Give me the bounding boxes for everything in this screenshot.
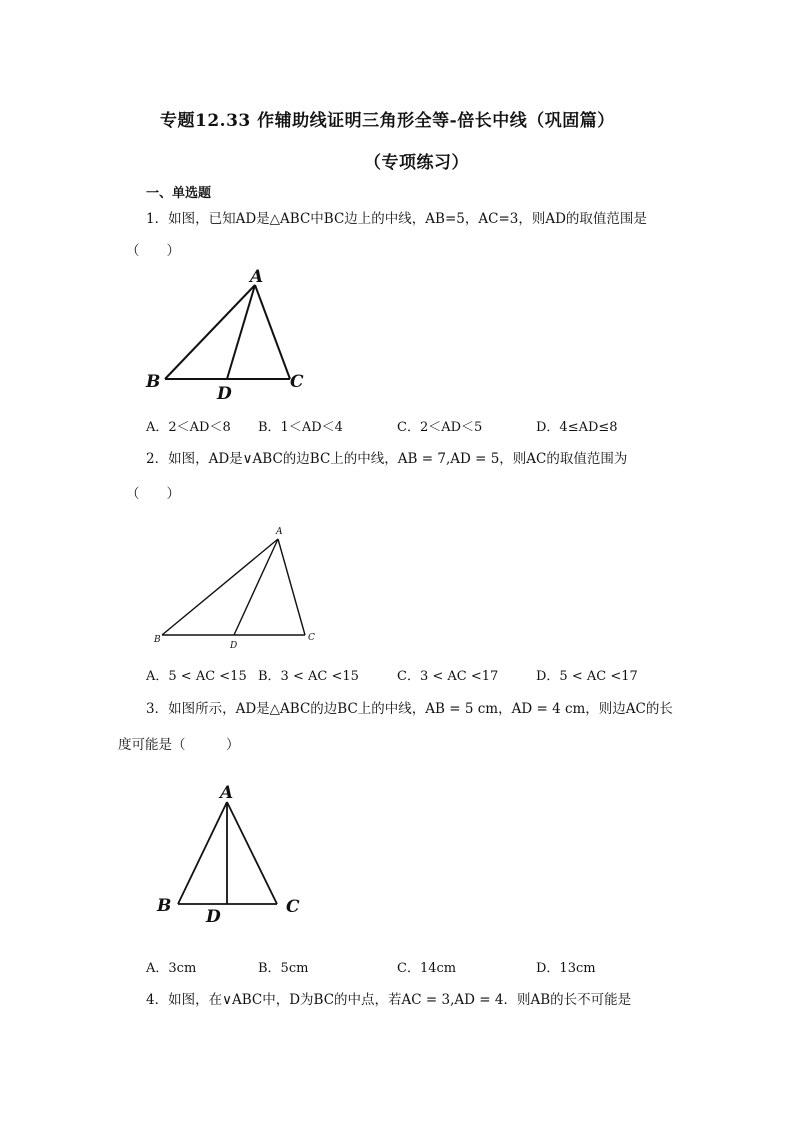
question-4-text: 4．如图，在∨ABC中，D为BC的中点，若AC = 3,AD = 4．则AB的长不可能是 (146, 992, 632, 1008)
fig2-side-ab (162, 539, 278, 635)
page-subtitle: （专项练习） (364, 153, 469, 173)
question-3-option-d[interactable]: D．13cm (536, 961, 596, 976)
fig3-label-a: A (220, 783, 234, 803)
fig1-label-d: D (217, 384, 232, 404)
question-1-figure (140, 262, 320, 407)
fig3-label-b: B (157, 896, 172, 916)
question-3-option-a[interactable]: A．3cm (146, 961, 197, 976)
question-2-option-d[interactable]: D．5 < AC <17 (536, 669, 638, 684)
section-heading: 一、单选题 (146, 186, 212, 201)
question-2-figure (150, 522, 330, 652)
fig3-label-c: C (286, 897, 300, 917)
question-1-option-b[interactable]: B．1＜AD＜4 (258, 420, 343, 435)
fig3-side-ab (178, 802, 227, 904)
question-2-option-c[interactable]: C．3 < AC <17 (397, 669, 499, 684)
page-title: 专题12.33 作辅助线证明三角形全等-倍长中线（巩固篇） (160, 111, 615, 131)
question-3-bracket: 度可能是（ ） (118, 737, 240, 753)
fig2-label-d: D (230, 641, 238, 651)
question-1-bracket: （ ） (126, 243, 180, 259)
question-3-text: 3．如图所示，AD是△ABC的边BC上的中线，AB = 5 cm，AD = 4 cm，则边AC的长 (146, 701, 673, 717)
question-1-option-a[interactable]: A．2＜AD＜8 (146, 420, 231, 435)
fig2-label-b: B (154, 635, 161, 645)
question-1-option-d[interactable]: D．4≤AD≤8 (536, 420, 618, 435)
question-2-text: 2．如图，AD是∨ABC的边BC上的中线，AB = 7,AD = 5，则AC的取值范围为 (146, 451, 628, 467)
fig2-label-a: A (276, 527, 283, 537)
fig1-label-a: A (250, 267, 264, 287)
question-1-option-c[interactable]: C．2＜AD＜5 (397, 420, 483, 435)
question-3-figure (150, 778, 315, 928)
question-2-option-a[interactable]: A．5 < AC <15 (146, 669, 247, 684)
question-1-text: 1．如图，已知AD是△ABC中BC边上的中线，AB=5，AC=3，则AD的取值范围是 (146, 211, 647, 227)
fig1-label-c: C (290, 372, 304, 392)
fig2-label-c: C (308, 633, 315, 643)
question-3-option-c[interactable]: C．14cm (397, 961, 457, 976)
fig2-median-ad (234, 539, 278, 635)
fig2-side-ac (278, 539, 305, 635)
fig3-side-ac (227, 802, 277, 904)
fig1-side-ac (255, 285, 290, 379)
question-3-option-b[interactable]: B．5cm (258, 961, 309, 976)
fig3-label-d: D (206, 907, 221, 927)
question-2-option-b[interactable]: B．3 < AC <15 (258, 669, 359, 684)
question-2-bracket: （ ） (126, 486, 180, 502)
fig1-label-b: B (146, 372, 161, 392)
